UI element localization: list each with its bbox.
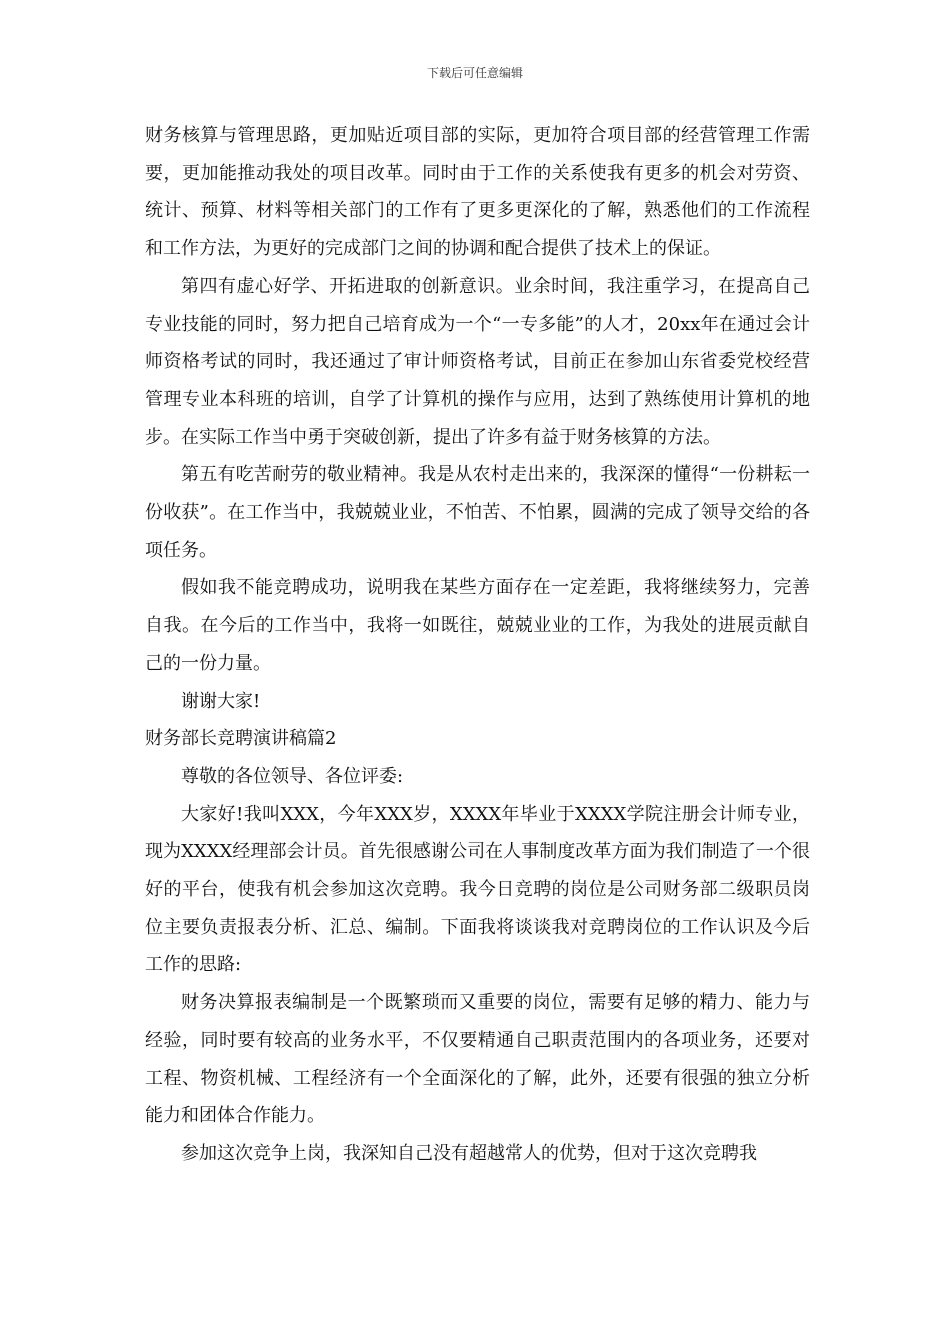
paragraph-introduction: 大家好!我叫XXX，今年XXX岁，XXXX年毕业于XXXX学院注册会计师专业，现为XXXX经理部会计员。首先很感谢公司在人事制度改革方面为我们制造了一个很好的平台，使我有机会参加这次竞聘。我今日竞聘的岗位是公司财务部二级职员岗位主要负责报表分析、汇总、编制。下面我将谈谈我对竞聘岗位的工作认识及今后工作的思路: bbox=[145, 803, 810, 976]
paragraph-salutation: 尊敬的各位领导、各位评委: bbox=[181, 765, 404, 787]
document-body bbox=[145, 117, 810, 1173]
paragraph-fourth-point: 第四有虚心好学、开拓进取的创新意识。业余时间，我注重学习，在提高自己专业技能的同时，努力把自己培育成为一个“一专多能”的人才，20xx年在通过会计师资格考试的同时，我还通过了审计师资格考试，目前正在参加山东省委党校经营管理专业本科班的培训，自学了计算机的操作与应用，达到了熟练使用计算机的地步。在实际工作当中勇于突破创新，提出了许多有益于财务核算的方法。 bbox=[145, 275, 810, 448]
section-title: 财务部长竞聘演讲稿篇2 bbox=[145, 728, 337, 750]
paragraph-thanks: 谢谢大家! bbox=[181, 690, 261, 712]
paragraph-competition: 参加这次竞争上岗，我深知自己没有超越常人的优势，但对于这次竞聘我 bbox=[181, 1142, 757, 1164]
page-header: 下载后可任意编辑 bbox=[426, 66, 523, 80]
paragraph-if-not-successful: 假如我不能竞聘成功，说明我在某些方面存在一定差距，我将继续努力，完善自我。在今后的工作当中，我将一如既往，兢兢业业的工作，为我处的进展贡献自己的一份力量。 bbox=[145, 577, 810, 674]
paragraph-job-description: 财务决算报表编制是一个既繁琐而又重要的岗位，需要有足够的精力、能力与经验，同时要有较高的业务水平，不仅要精通自己职责范围内的各项业务，还要对工程、物资机械、工程经济有一个全面深化的了解，此外，还要有很强的独立分析能力和团体合作能力。 bbox=[145, 992, 810, 1127]
paragraph-fifth-point: 第五有吃苦耐劳的敬业精神。我是从农村走出来的，我深深的懂得“一份耕耘一份收获”。在工作当中，我兢兢业业，不怕苦、不怕累，圆满的完成了领导交给的各项任务。 bbox=[145, 464, 810, 561]
paragraph-continuation: 财务核算与管理思路，更加贴近项目部的实际，更加符合项目部的经营管理工作需要，更加能推动我处的项目改革。同时由于工作的关系使我有更多的机会对劳资、统计、预算、材料等相关部门的工作有了更多更深化的了解，熟悉他们的工作流程和工作方法，为更好的完成部门之间的协调和配合提供了技术上的保证。 bbox=[145, 125, 810, 260]
